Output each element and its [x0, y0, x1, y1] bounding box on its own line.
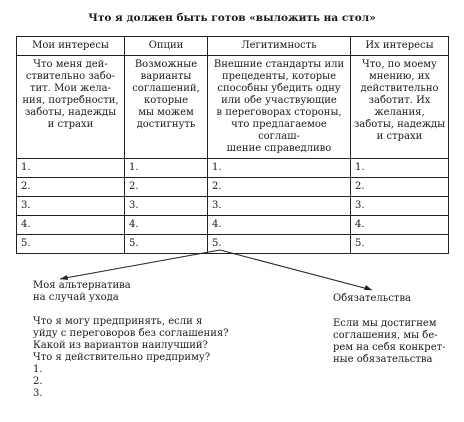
desc-line: и страхи [376, 131, 423, 142]
desc-line: заботы, надежды [24, 107, 117, 118]
header-their-interests: Их интересы [351, 37, 449, 56]
list-item: 3. [33, 388, 43, 399]
obligations-title: Обязательства [333, 293, 411, 304]
row-number: 4. [351, 216, 449, 235]
desc-line: и страхи [47, 119, 94, 130]
alternative-title-line: на случай ухода [33, 292, 119, 303]
row-number: 4. [208, 216, 351, 235]
header-my-interests: Мои интересы [17, 37, 125, 56]
row-number: 4. [17, 216, 125, 235]
list-item: 1. [33, 364, 43, 375]
desc-line: мы можем [138, 107, 194, 118]
alternative-title-line: Моя альтернатива [33, 280, 131, 291]
row-number: 1. [125, 159, 208, 178]
row-number: 2. [17, 178, 125, 197]
row-number: 4. [125, 216, 208, 235]
line-to-alternative [60, 250, 220, 279]
desc-line: тит. Мои жела- [29, 83, 111, 94]
obligations-line: ные обязательства [333, 354, 433, 365]
header-legitimacy: Легитимность [208, 37, 351, 56]
row-number: 2. [125, 178, 208, 197]
desc-line: желания, [374, 107, 425, 118]
obligations-line: рем на себя конкрет- [333, 342, 446, 353]
desc-line: способны убедить одну [217, 83, 341, 94]
question-line: Что я могу предпринять, если я [33, 316, 203, 327]
desc-line: действительно [360, 83, 439, 94]
alternative-questions [33, 316, 253, 364]
obligations-section [333, 293, 458, 366]
row-number: 5. [351, 235, 449, 254]
arrowhead-obligations [364, 285, 372, 290]
desc-line: Что меня дей- [33, 59, 108, 70]
desc-line: прецеденты, которые [221, 71, 337, 82]
page-title: Что я должен быть готов «выложить на стол» [88, 12, 376, 24]
desc-line: достигнуть [136, 119, 196, 130]
desc-line: Возможные [134, 59, 198, 70]
row-number: 5. [208, 235, 351, 254]
desc-line: шение справедливо [226, 143, 332, 154]
desc-line: Внешние стандарты или [213, 59, 345, 70]
desc-line: ствительно забо- [25, 71, 116, 82]
desc-line: что предлагаемое соглаш- [231, 119, 327, 142]
row-number: 2. [351, 178, 449, 197]
question-line: уйду с переговоров без соглашения? [33, 328, 229, 339]
row-number: 3. [208, 197, 351, 216]
row-number: 3. [17, 197, 125, 216]
row-number: 1. [351, 159, 449, 178]
desc-line: мнению, их [368, 71, 431, 82]
row-number: 5. [125, 235, 208, 254]
row-number: 3. [351, 197, 449, 216]
alternative-section [33, 280, 253, 400]
obligations-line: Если мы достигнем [333, 318, 437, 329]
list-item: 2. [33, 376, 43, 387]
desc-line: ния, потребности, [22, 95, 119, 106]
obligations-line: соглашения, мы бе- [333, 330, 438, 341]
row-number: 2. [208, 178, 351, 197]
row-number: 5. [17, 235, 125, 254]
row-number: 1. [208, 159, 351, 178]
desc-line: варианты [140, 71, 192, 82]
question-line: Что я действительно предприму? [33, 352, 211, 363]
desc-line: в переговорах стороны, [216, 107, 342, 118]
obligations-body [333, 318, 458, 366]
question-line: Какой из вариантов наилучший? [33, 340, 208, 351]
desc-line: заботит. Их [368, 95, 431, 106]
row-number: 1. [17, 159, 125, 178]
header-options: Опции [125, 37, 208, 56]
row-number: 3. [125, 197, 208, 216]
alternative-items [33, 364, 253, 400]
desc-line: соглашений, [132, 83, 200, 94]
desc-line: Что, по моему [362, 59, 437, 70]
desc-line: или обе участвующие [221, 95, 337, 106]
desc-line: заботы, надежды [353, 119, 446, 130]
alternative-title [33, 280, 253, 304]
desc-line: которые [143, 95, 189, 106]
